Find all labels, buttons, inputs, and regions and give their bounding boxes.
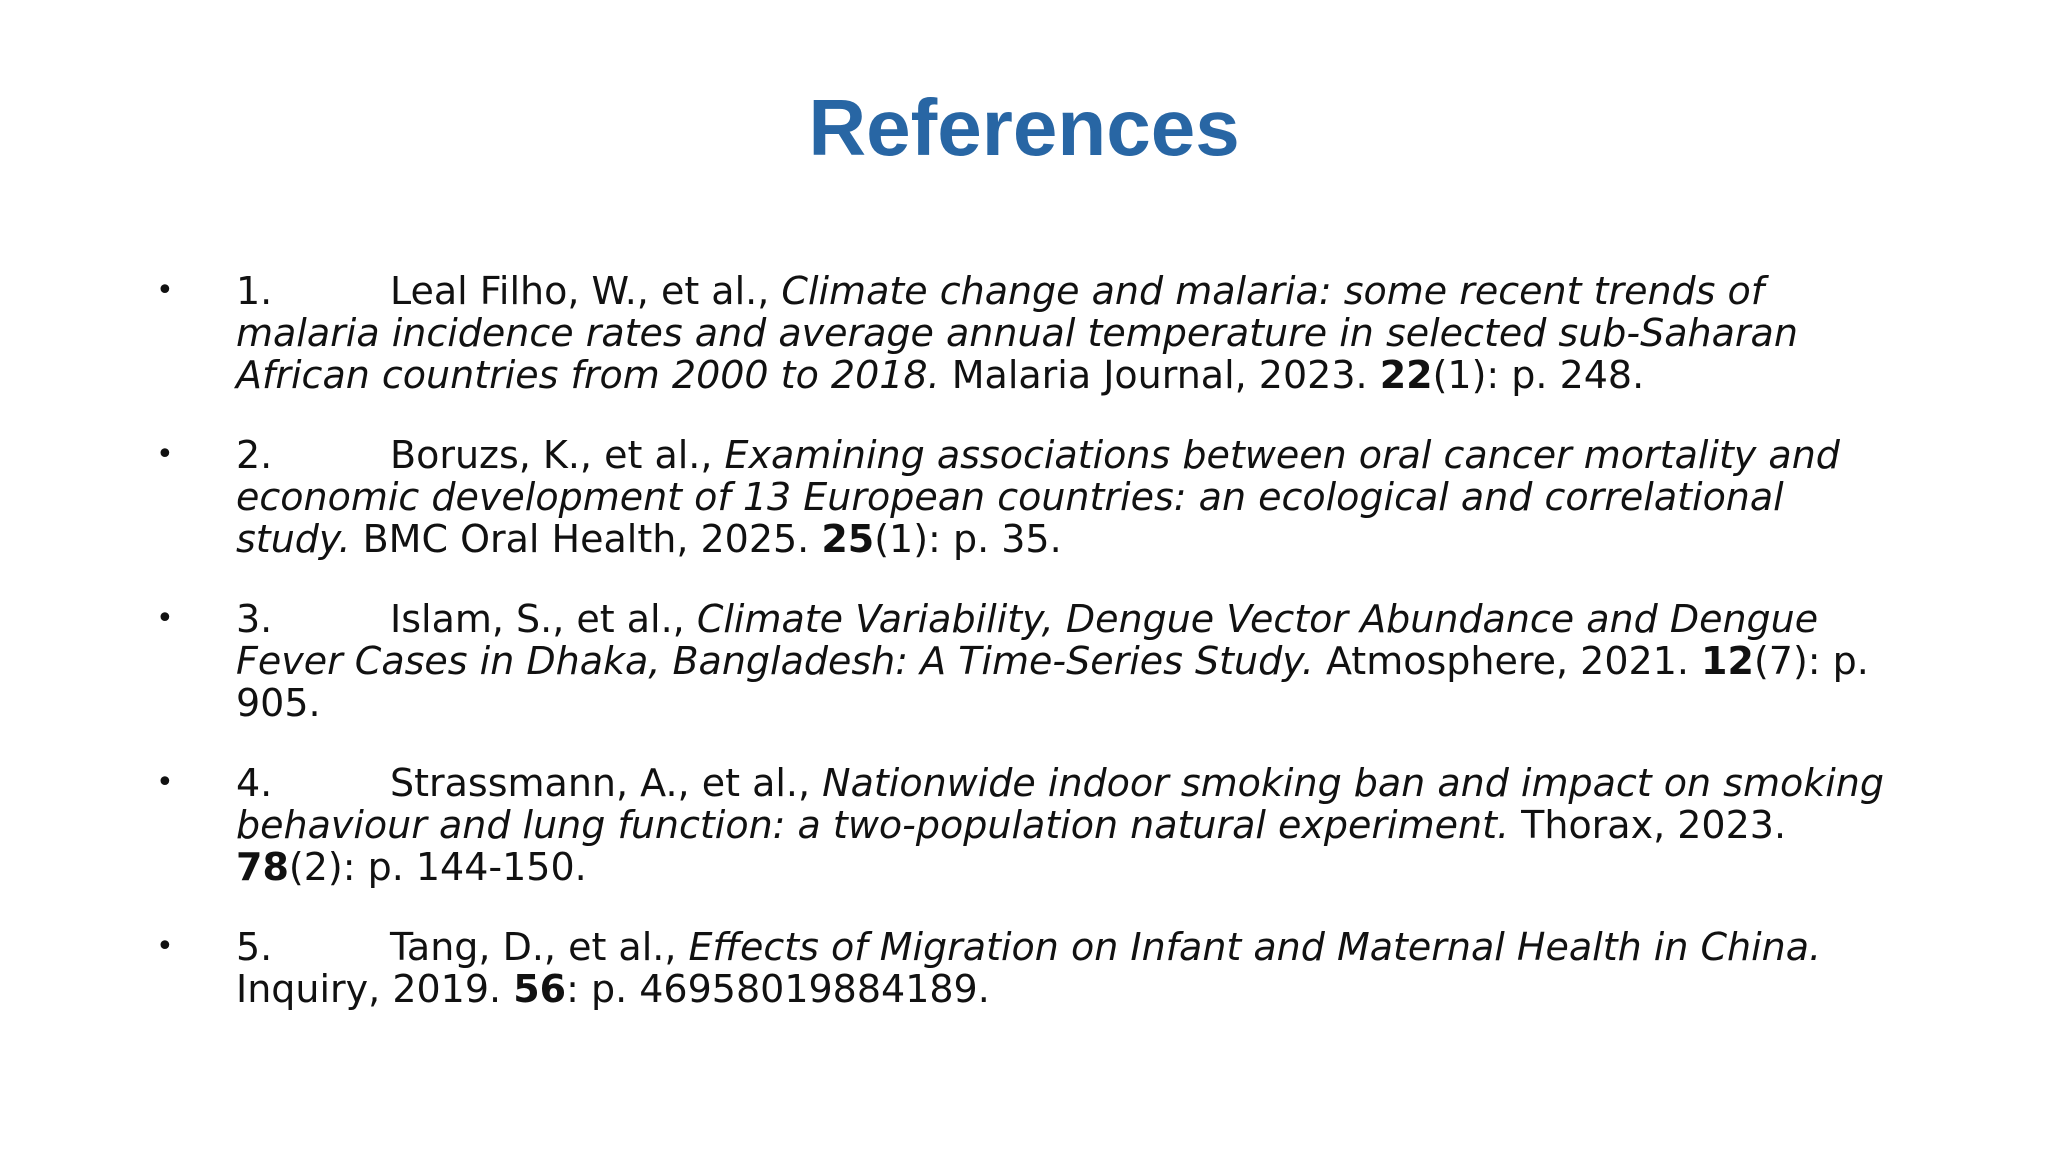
- reference-title: Examining associations between oral cancer mortality and economic development of 13 European countries: an ecological and correlational study.: [236, 433, 1840, 561]
- reference-authors: Islam, S., et al.,: [390, 597, 697, 641]
- slide-title: References: [808, 83, 1240, 172]
- reference-item: [150, 434, 1910, 560]
- reference-pages: (7): p. 905.: [236, 639, 1869, 725]
- reference-authors: Leal Filho, W., et al.,: [390, 269, 782, 313]
- reference-authors: Tang, D., et al.,: [390, 925, 689, 969]
- bullet-icon: •: [156, 437, 174, 472]
- reference-volume: 12: [1701, 639, 1754, 683]
- reference-volume: 25: [821, 517, 875, 561]
- reference-number: 4.: [236, 761, 273, 805]
- reference-item: [150, 926, 1910, 1010]
- reference-journal: Malaria Journal, 2023.: [939, 353, 1380, 397]
- reference-pages: : p. 46958019884189.: [566, 967, 990, 1011]
- bullet-icon: •: [156, 273, 174, 308]
- reference-authors: Strassmann, A., et al.,: [390, 761, 823, 805]
- reference-pages: (1): p. 248.: [1432, 353, 1645, 397]
- reference-item: [150, 270, 1910, 396]
- reference-number: 2.: [236, 433, 273, 477]
- reference-volume: 56: [513, 967, 567, 1011]
- reference-list: [150, 270, 1910, 1048]
- reference-journal: Inquiry, 2019.: [236, 967, 514, 1011]
- reference-journal: BMC Oral Health, 2025.: [350, 517, 822, 561]
- bullet-icon: •: [156, 601, 174, 636]
- reference-volume: 78: [236, 845, 289, 889]
- reference-journal: Atmosphere, 2021.: [1313, 639, 1702, 683]
- reference-volume: 22: [1379, 353, 1433, 397]
- reference-title: Nationwide indoor smoking ban and impact on smoking behaviour and lung function: a two-population natural experiment.: [236, 761, 1885, 847]
- reference-title: Effects of Migration on Infant and Maternal Health in China.: [688, 925, 1822, 969]
- reference-number: 5.: [236, 925, 273, 969]
- reference-title: Climate Variability, Dengue Vector Abundance and Dengue Fever Cases in Dhaka, Bangladesh: A Time-Series Study.: [236, 597, 1819, 683]
- reference-number: 1.: [236, 269, 273, 313]
- bullet-icon: •: [156, 765, 174, 800]
- reference-title: Climate change and malaria: some recent trends of malaria incidence rates and average annual temperature in selected sub-Saharan African countries from 2000 to 2018.: [236, 269, 1798, 397]
- reference-item: [150, 762, 1910, 888]
- bullet-icon: •: [156, 929, 174, 964]
- reference-number: 3.: [236, 597, 273, 641]
- reference-journal: Thorax, 2023.: [1509, 803, 1787, 847]
- reference-pages: (1): p. 35.: [874, 517, 1062, 561]
- reference-pages: (2): p. 144-150.: [288, 845, 587, 889]
- reference-item: [150, 598, 1910, 724]
- reference-authors: Boruzs, K., et al.,: [390, 433, 725, 477]
